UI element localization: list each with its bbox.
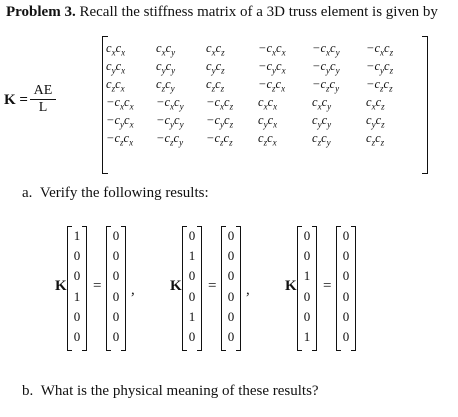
matrix-entry: $c_xc_z$ (366, 94, 385, 112)
vector-entry: 0 (112, 308, 120, 324)
vector-entry: 1 (73, 228, 81, 243)
matrix-row (106, 58, 414, 76)
vector-entry: 1 (73, 288, 81, 304)
k-label: K = (4, 92, 28, 108)
vector-entry: 0 (73, 329, 81, 344)
matrix-entry: $-c_zc_x$ (106, 130, 134, 148)
matrix-entry: $c_yc_y$ (312, 112, 332, 130)
input-vector (182, 226, 202, 349)
output-vector (106, 226, 126, 349)
matrix-entry: $c_yc_x$ (106, 58, 126, 76)
vector-entry: 0 (73, 308, 81, 324)
vector-entry: 0 (227, 308, 235, 324)
vector-entry: 0 (73, 248, 81, 264)
vector-entry: 0 (227, 288, 235, 304)
matrix-entry: $-c_yc_y$ (312, 58, 340, 76)
matrix-entry: $c_xc_x$ (258, 94, 278, 112)
part-b-label: b. (22, 383, 34, 399)
matrix-entry: $c_xc_y$ (312, 94, 332, 112)
input-vector (297, 226, 317, 349)
matrix-row (106, 40, 414, 58)
matrix-entry: $c_xc_x$ (106, 40, 126, 58)
matrix-entry: $-c_xc_x$ (106, 94, 134, 112)
input-vector (67, 226, 87, 349)
vector-entry: 0 (112, 329, 120, 344)
matrix-entry: $-c_zc_z$ (206, 130, 233, 148)
matrix-entry: $c_zc_x$ (258, 130, 277, 148)
output-vector (336, 226, 356, 349)
part-b-text: What is the physical meaning of these results? (40, 383, 319, 399)
part-b (22, 383, 319, 400)
vector-entry: 0 (227, 248, 235, 264)
matrix-row (106, 130, 414, 148)
problem-statement (6, 4, 438, 21)
part-a (22, 185, 209, 202)
matrix-entry: $-c_yc_z$ (366, 58, 394, 76)
vector-entry: 0 (188, 268, 196, 284)
matrix-entry: $c_xc_y$ (156, 40, 176, 58)
vector-entry: 0 (188, 329, 196, 344)
matrix-right-bracket (422, 36, 428, 174)
vector-entry: 0 (112, 248, 120, 264)
vector-entry: 0 (303, 308, 311, 324)
matrix-entry: $c_yc_z$ (206, 58, 225, 76)
equals-sign: = (93, 277, 102, 294)
vector-entry: 0 (73, 268, 81, 284)
vector-entry: 0 (112, 228, 120, 243)
matrix-entry: $c_yc_y$ (156, 58, 176, 76)
matrix-entry: $c_xc_z$ (206, 40, 225, 58)
matrix-entry: $-c_xc_z$ (206, 94, 234, 112)
vector-entry: 0 (342, 329, 350, 344)
output-vector (221, 226, 241, 349)
part-a-text: Verify the following results: (39, 185, 209, 201)
vector-entry: 1 (188, 248, 196, 264)
matrix-entry: $c_yc_x$ (258, 112, 278, 130)
matrix-entry: $-c_yc_x$ (258, 58, 286, 76)
stiffness-matrix (106, 40, 414, 148)
part-a-label: a. (22, 185, 33, 201)
vector-entry: 0 (303, 248, 311, 264)
matrix-entry: $-c_yc_y$ (156, 112, 184, 130)
comma: , (246, 281, 250, 298)
vector-entry: 0 (227, 329, 235, 344)
vector-entry: 1 (303, 329, 311, 344)
vector-entry: 0 (342, 288, 350, 304)
matrix-entry: $c_zc_z$ (206, 76, 225, 94)
k-operator: K (170, 277, 182, 294)
vector-entry: 0 (112, 288, 120, 304)
matrix-row (106, 76, 414, 94)
matrix-entry: $-c_zc_y$ (156, 130, 184, 148)
matrix-entry: $c_yc_z$ (366, 112, 385, 130)
matrix-entry: $c_zc_y$ (156, 76, 175, 94)
matrix-row (106, 112, 414, 130)
matrix-entry: $-c_xc_z$ (366, 40, 394, 58)
matrix-entry: $-c_zc_y$ (312, 76, 340, 94)
k-operator: K (285, 277, 297, 294)
vector-entry: 0 (342, 248, 350, 264)
equals-sign: = (208, 277, 217, 294)
coefficient-fraction (30, 83, 56, 116)
equals-sign: = (323, 277, 332, 294)
vector-entry: 0 (188, 288, 196, 304)
coef-denominator: L (38, 100, 48, 115)
matrix-entry: $c_zc_z$ (366, 130, 385, 148)
matrix-entry: $-c_xc_x$ (258, 40, 286, 58)
comma: , (131, 281, 135, 298)
coef-numerator: AE (30, 83, 56, 100)
vector-entry: 0 (227, 268, 235, 284)
problem-text: Recall the stiffness matrix of a 3D truss element is given by (79, 4, 438, 20)
problem-label: Problem 3. (6, 4, 76, 20)
vector-entry: 0 (188, 228, 196, 243)
vector-entry: 1 (303, 268, 311, 284)
matrix-row (106, 94, 414, 112)
matrix-entry: $-c_yc_x$ (106, 112, 134, 130)
matrix-entry: $-c_xc_y$ (156, 94, 184, 112)
vector-entry: 0 (303, 288, 311, 304)
matrix-entry: $-c_yc_z$ (206, 112, 234, 130)
matrix-entry: $c_zc_y$ (312, 130, 331, 148)
matrix-entry: $-c_zc_z$ (366, 76, 393, 94)
matrix-entry: $c_zc_x$ (106, 76, 125, 94)
vector-entry: 0 (112, 268, 120, 284)
vector-entry: 0 (342, 228, 350, 243)
matrix-entry: $-c_xc_y$ (312, 40, 340, 58)
vector-entry: 0 (303, 228, 311, 243)
vector-entry: 0 (342, 308, 350, 324)
vector-entry: 0 (342, 268, 350, 284)
k-operator: K (55, 277, 67, 294)
matrix-entry: $-c_zc_x$ (258, 76, 286, 94)
vector-entry: 1 (188, 308, 196, 324)
vector-entry: 0 (227, 228, 235, 243)
